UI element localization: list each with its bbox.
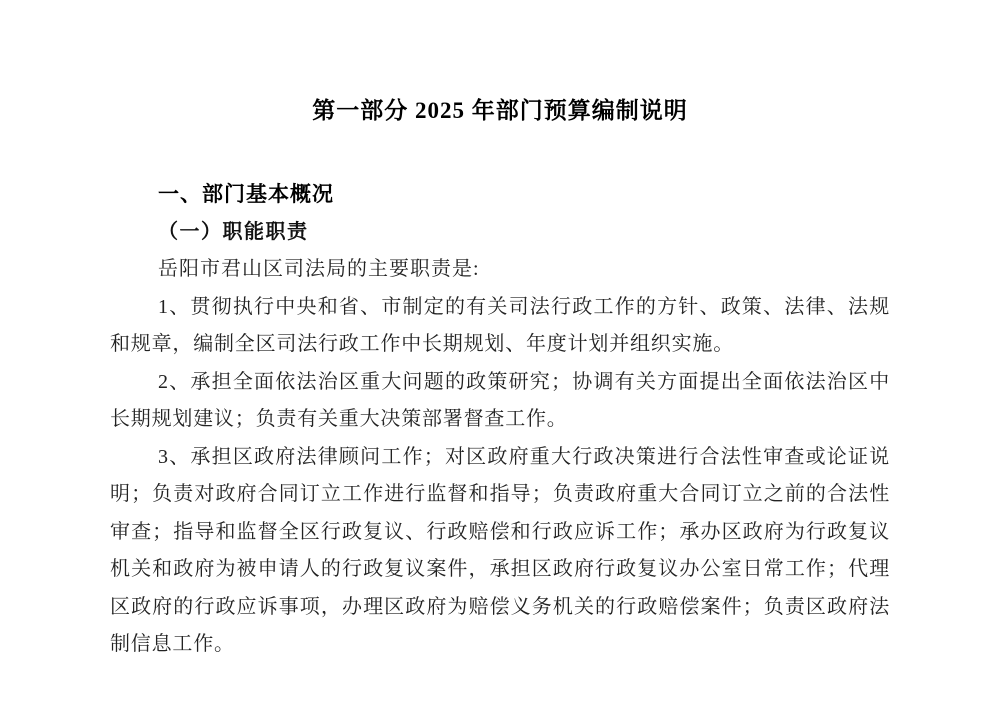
intro-line: 岳阳市君山区司法局的主要职责是: — [158, 258, 480, 280]
section-heading-basic-overview: 一、部门基本概况 — [158, 183, 334, 206]
document-body — [110, 176, 890, 664]
duty-paragraph-1: 1、贯彻执行中央和省、市制定的有关司法行政工作的方针、政策、法律、法规和规章，编制全区司法行政工作中长期规划、年度计划并组织实施。 — [110, 295, 890, 355]
subsection-heading-duties: （一）职能职责 — [158, 220, 309, 243]
duty-paragraph-3: 3、承担区政府法律顾问工作；对区政府重大行政决策进行合法性审查或论证说明；负责对政府合同订立工作进行监督和指导；负责政府重大合同订立之前的合法性审查；指导和监督全区行政复议、行政赔偿和行政应诉工作；承办区政府为行政复议机关和政府为被申请人的行政复议案件，承担区政府行政复议办公室日常工作；代理区政府的行政应诉事项，办理区政府为赔偿义务机关的行政赔偿案件；负责区政府法制信息工作。 — [110, 445, 890, 655]
duty-paragraph-2: 2、承担全面依法治区重大问题的政策研究；协调有关方面提出全面依法治区中长期规划建议；负责有关重大决策部署督查工作。 — [110, 370, 890, 430]
document-title: 第一部分 2025 年部门预算编制说明 — [312, 98, 688, 123]
